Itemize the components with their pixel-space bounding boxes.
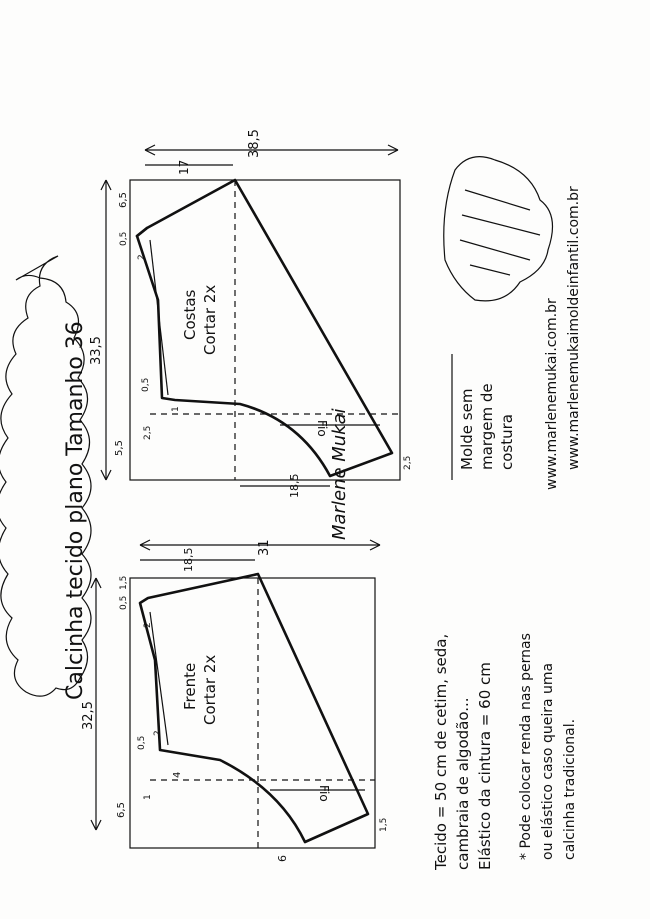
front-top-segment: 18,5 [182, 547, 195, 572]
front-inner-4: 4 [172, 771, 183, 778]
panty-sketch [444, 157, 553, 301]
front-piece-cut: Cortar 2x [201, 654, 219, 725]
front-lower-65: 6,5 [116, 802, 127, 818]
back-height: 33,5 [89, 336, 104, 365]
front-seam-top: 1,5 [119, 575, 129, 590]
back-inner-1: 1 [171, 406, 181, 412]
back-piece-cut: Cortar 2x [201, 284, 219, 355]
website-2: www.marlenemukaimoldeinfantil.com.br [566, 186, 582, 470]
back-inner-05-bottom: 0,5 [141, 377, 151, 392]
front-inner-2-bottom: 2 [153, 730, 163, 736]
notes-block [329, 186, 582, 871]
front-piece [81, 539, 389, 862]
back-piece-name: Costas [181, 289, 199, 340]
fabric-line-2: cambraia de algodão... [454, 697, 472, 870]
back-total-width: 38,5 [247, 129, 262, 158]
front-right-15: 1,5 [379, 817, 389, 832]
back-lower-55: 5,5 [114, 440, 125, 456]
back-right-25: 2,5 [403, 455, 413, 470]
back-piece [89, 129, 413, 498]
front-inner-1: 1 [143, 794, 153, 800]
front-grain-label: Fio [317, 785, 331, 802]
front-inner-2-top: 2 [143, 622, 153, 628]
mold-note-line-3: costura [498, 414, 516, 470]
back-seam-top: 6,5 [118, 192, 129, 208]
front-height: 32,5 [81, 701, 96, 730]
mold-note-line-1: Molde sem [458, 388, 476, 470]
tip-line-3: calcinha tradicional. [562, 718, 578, 860]
front-inner-05-top: 0,5 [119, 595, 129, 610]
back-bottom-185: 18,5 [288, 473, 301, 498]
page-title: Calcinha tecido plano Tamanho 36 [63, 321, 88, 700]
front-total-width: 31 [257, 539, 272, 556]
front-piece-name: Frente [181, 662, 199, 710]
back-inner-2: 2 [137, 254, 147, 260]
fabric-line-3: Elástico da cintura = 60 cm [476, 662, 494, 870]
tip-line-2: ou elástico caso queira uma [540, 662, 556, 860]
back-lower-25: 2,5 [143, 425, 153, 440]
back-grain-label: Fio [315, 420, 329, 437]
back-top-segment: 17 [177, 159, 191, 175]
front-bottom-6: 6 [276, 855, 289, 862]
fabric-line-1: Tecido = 50 cm de cetim, seda, [432, 633, 450, 870]
tip-line-1: * Pode colocar renda nas pernas [518, 633, 534, 860]
signature: Marlene Mukai [329, 408, 350, 540]
mold-note-line-2: margem de [478, 383, 496, 470]
title-cloud [0, 256, 91, 700]
front-inner-05-bottom: 0,5 [137, 735, 147, 750]
back-inner-05-top: 0,5 [119, 231, 129, 246]
website-1: www.marlenemukai.com.br [544, 298, 560, 490]
